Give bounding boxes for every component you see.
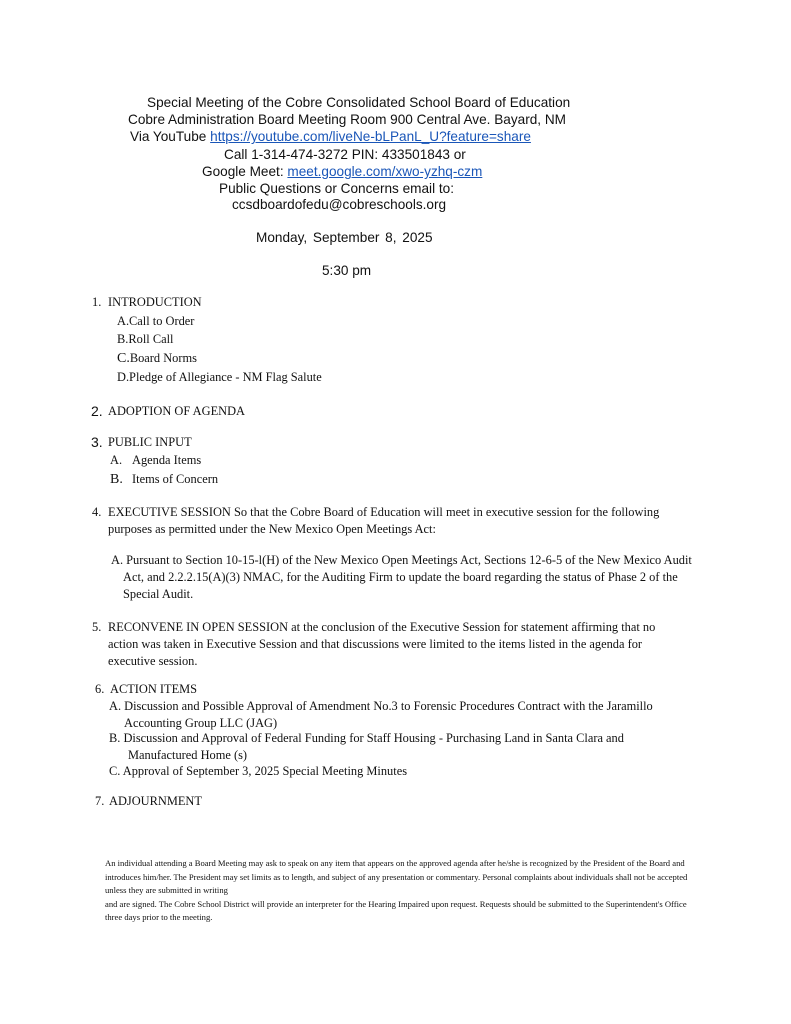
section-5-number: 5. (92, 620, 102, 634)
item-letter: A. (110, 453, 123, 467)
google-meet-label: Google Meet: (202, 164, 288, 179)
section-6-item-b: B. Discussion and Approval of Federal Funding for Staff Housing - Purchasing Land in Santa Clara and Manufactured Home (s) (109, 731, 624, 762)
footer-paragraph-1: An individual attending a Board Meeting may ask to speak on any item that appears on the approved agenda after he/she is recognized by the President of the Board and introduces him/her. The President may set limits as to length, and subject of any presentation or commentary. Personal complaints about individuals shall not be accepted unless they are submitted in writing (105, 858, 688, 895)
meeting-date: Monday, September 8, 2025 (256, 230, 433, 245)
google-meet-line (202, 163, 482, 181)
section-3-item-a (110, 452, 201, 469)
section-1-number: 1. (92, 295, 102, 309)
section-6-item-c: C. Approval of September 3, 2025 Special Meeting Minutes (109, 764, 408, 778)
section-7-number: 7. (95, 794, 105, 808)
item-letter: B. (110, 472, 123, 487)
section-3-number: 3. (91, 434, 103, 450)
public-questions-line: Public Questions or Concerns email to: (219, 181, 454, 196)
meeting-location: Cobre Administration Board Meeting Room 900 Central Ave. Bayard, NM (128, 112, 566, 127)
item-letter: A. (117, 314, 130, 328)
item-letter: B. (117, 332, 129, 346)
google-meet-link[interactable]: meet.google.com/xwo-yzhq-czm (287, 164, 483, 179)
section-2-title: ADOPTION OF AGENDA (108, 404, 245, 418)
section-1-item-d (117, 369, 322, 386)
item-letter: D. (117, 370, 130, 384)
meeting-title: Special Meeting of the Cobre Consolidated School Board of Education (147, 95, 571, 110)
section-2-number: 2. (91, 403, 103, 419)
section-1-title: INTRODUCTION (108, 295, 202, 309)
item-text: Board Norms (129, 351, 197, 365)
footer-paragraph-2: and are signed. The Cobre School District will provide an interpreter for the Hearing Impaired upon request. Requests should be submitted to the Superintendent's Office three days prior to the meeting. (105, 898, 687, 922)
section-4-number: 4. (92, 505, 102, 519)
item-text: Agenda Items (132, 453, 202, 467)
youtube-label: Via YouTube (130, 129, 211, 144)
item-letter: C. (117, 351, 130, 366)
section-6-item-a: A. Discussion and Possible Approval of Amendment No.3 to Forensic Procedures Contract with the Jaramillo Accounting Group LLC (JAG) (109, 699, 653, 730)
section-6-title: ACTION ITEMS (110, 682, 198, 696)
section-6-number: 6. (95, 682, 105, 696)
youtube-line (130, 128, 531, 146)
contact-email: ccsdboardofedu@cobreschools.org (232, 197, 447, 212)
section-3-title: PUBLIC INPUT (108, 435, 192, 449)
section-1-item-a (117, 313, 194, 330)
section-5-text: RECONVENE IN OPEN SESSION at the conclusion of the Executive Session for statement affirming that no action was taken in Executive Session and that discussions were limited to the items listed in the agenda for executive session. (108, 620, 656, 668)
section-1-item-c (117, 350, 197, 367)
section-4-text: EXECUTIVE SESSION So that the Cobre Board of Education will meet in executive session for the following purposes as permitted under the New Mexico Open Meetings Act: (108, 505, 660, 536)
footer-notice (105, 857, 695, 925)
meeting-time: 5:30 pm (322, 263, 372, 278)
section-3-item-b (110, 471, 218, 488)
item-text: Call to Order (129, 314, 195, 328)
section-7-title: ADJOURNMENT (109, 794, 202, 808)
call-line: Call 1-314-474-3272 PIN: 433501843 or (224, 147, 466, 162)
item-text: Pledge of Allegiance - NM Flag Salute (129, 370, 322, 384)
youtube-link[interactable]: https://youtube.com/liveNe-bLPanL_U?feature=share (210, 129, 531, 144)
section-1-item-b (117, 331, 173, 348)
item-text: Items of Concern (132, 472, 219, 486)
section-4-item-a: A. Pursuant to Section 10-15-l(H) of the New Mexico Open Meetings Act, Sections 12-6-5 of the New Mexico Audit Act, and 2.2.2.15(A)(3) NMAC, for the Auditing Firm to update the board regarding the status of Phase 2 of the Special Audit. (111, 553, 692, 601)
item-text: Roll Call (128, 332, 174, 346)
